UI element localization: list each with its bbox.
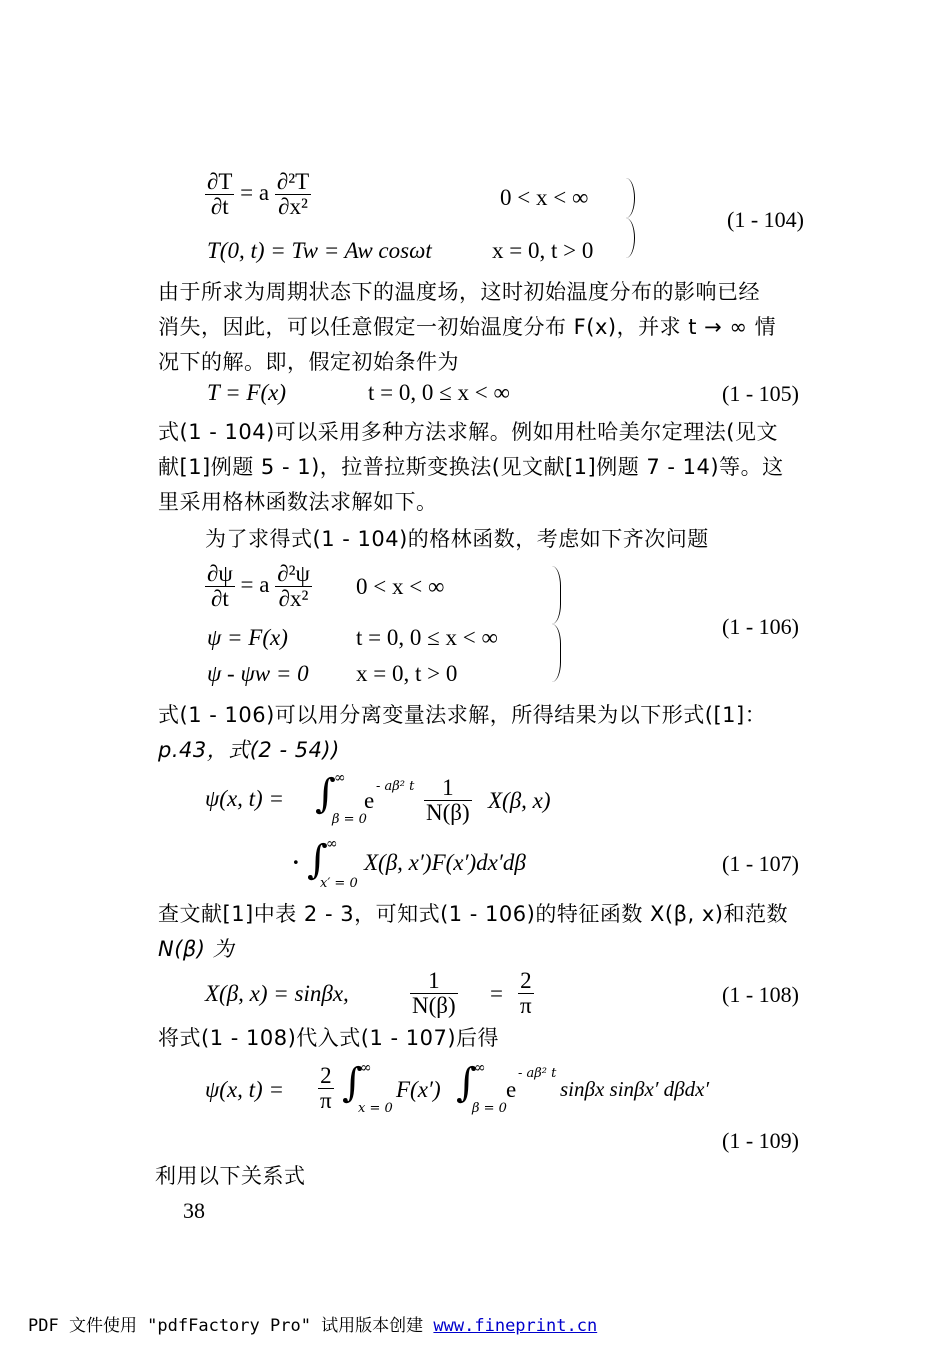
eq-106-cond3: x = 0, t > 0 [356,661,458,686]
eq-108-body: X(β, x) = sinβx, [205,981,349,1006]
para4-line1: 式(1 - 106)可以用分离变量法求解，所得结果为以下形式([1]： [158,703,767,727]
eq-105-label: (1 - 105) [722,381,799,406]
int-lower: β = 0 [332,812,367,827]
eq-109-tail: sinβx sinβx′ dβdx′ [560,1077,710,1101]
frac-num: ∂²ψ [277,561,310,586]
exp-base: e [506,1077,517,1102]
int-lower: β = 0 [472,1101,507,1116]
page-number: 38 [183,1198,205,1223]
exp-base: e [364,788,375,813]
brace-bottom [626,218,635,258]
eq-109-frac [318,1064,334,1113]
eq-108-frac2 [518,969,534,1018]
brace-bottom [552,624,561,682]
para7: 利用以下关系式 [155,1164,306,1188]
frac-num: ∂ψ [207,561,233,586]
eq-104-cond1: 0 < x < ∞ [500,185,589,210]
int-lower: x′ = 0 [320,876,358,891]
frac-den: π [520,993,532,1019]
frac-num: 1 [442,775,454,800]
frac-num: 2 [320,1063,332,1088]
eq-109-mid: F(x′) [396,1077,441,1102]
int-upper: ∞ [334,770,346,786]
frac-den: N(β) [412,993,456,1019]
para1-line3: 况下的解。即，假定初始条件为 [158,350,459,374]
eq-105-cond: t = 0, 0 ≤ x < ∞ [368,380,510,405]
frac-den: ∂x² [275,586,312,611]
frac-den: ∂t [205,194,234,219]
frac-den: ∂t [205,586,235,611]
int-upper: ∞ [326,836,338,852]
footer-text: PDF 文件使用 "pdfFactory Pro" 试用版本创建 [28,1316,424,1336]
eq-104-cond2: x = 0, t > 0 [492,238,594,263]
para4-line2: p.43，式(2 - 54)) [158,738,340,762]
frac-den: π [320,1088,332,1114]
eq-108-frac1 [410,969,458,1018]
integral-sign: ∫ [342,1060,363,1106]
brace-top [626,178,635,218]
para1-line2: 消失，因此，可以任意假定一初始温度分布 F(x)，并求 t → ∞ 情 [158,315,777,339]
para3: 为了求得式(1 - 104)的格林函数，考虑如下齐次问题 [205,527,709,551]
frac-den: N(β) [426,800,470,826]
frac-num: 2 [520,968,532,993]
integral-sign: ∫ [315,771,336,817]
eq-107-tail1: X(β, x) [488,788,551,813]
frac-den: ∂x² [275,194,311,219]
footer [28,1311,597,1336]
eq-107-tail2: X(β, x′)F(x′)dx′dβ [364,850,526,875]
frac-num: ∂T [207,169,233,194]
eq-109-label: (1 - 109) [722,1128,799,1153]
eq-107-label: (1 - 107) [722,851,799,876]
eq-107-frac [424,776,472,825]
para2-line1: 式(1 - 104)可以采用多种方法求解。例如用杜哈美尔定理法(见文 [158,420,778,444]
exp-sup: - aβ² t [376,779,415,794]
eq-106-cond1: 0 < x < ∞ [356,574,445,599]
eq-106-line3: ψ - ψw = 0 [207,661,309,686]
eq-106-label: (1 - 106) [722,614,799,639]
eq-106-line2: ψ = F(x) [207,625,288,650]
eq-104-label: (1 - 104) [727,207,804,232]
para2-line2: 献[1]例题 5 - 1)，拉普拉斯变换法(见文献[1]例题 7 - 14)等。这 [158,455,784,479]
brace-top [552,566,561,624]
int-lower: x = 0 [358,1101,393,1116]
eq-106-cond2: t = 0, 0 ≤ x < ∞ [356,625,498,650]
op: = a [240,571,270,597]
op: = a [240,179,270,205]
para5-line2: N(β) 为 [158,937,235,961]
frac-num: ∂²T [276,169,310,194]
integral-sign: ∫ [307,837,328,883]
eq-106-line1 [205,562,312,611]
eq-105-body: T = F(x) [207,380,286,405]
para1-line1: 由于所求为周期状态下的温度场，这时初始温度分布的影响已经 [158,280,760,304]
int-upper: ∞ [474,1060,486,1076]
int-upper: ∞ [360,1060,372,1076]
frac-num: 1 [428,968,440,993]
para2-line3: 里采用格林函数法求解如下。 [158,490,438,514]
eq-109-lhs: ψ(x, t) = [205,1077,284,1102]
eq-108-label: (1 - 108) [722,982,799,1007]
integral-sign: ∫ [456,1060,477,1106]
eq-104-line1 [205,170,311,219]
eq-104-line2: T(0, t) = Tw = Aw cosωt [207,238,432,263]
eq-107-lhs: ψ(x, t) = [205,786,284,811]
para6: 将式(1 - 108)代入式(1 - 107)后得 [158,1026,500,1050]
exp-sup: - aβ² t [518,1066,557,1081]
para5-line1: 查文献[1]中表 2 - 3，可知式(1 - 106)的特征函数 X(β, x)和范数 [158,902,788,926]
footer-link[interactable]: www.fineprint.cn [433,1316,598,1336]
eq-108-eq: = [490,981,503,1006]
dot: · [292,850,300,875]
